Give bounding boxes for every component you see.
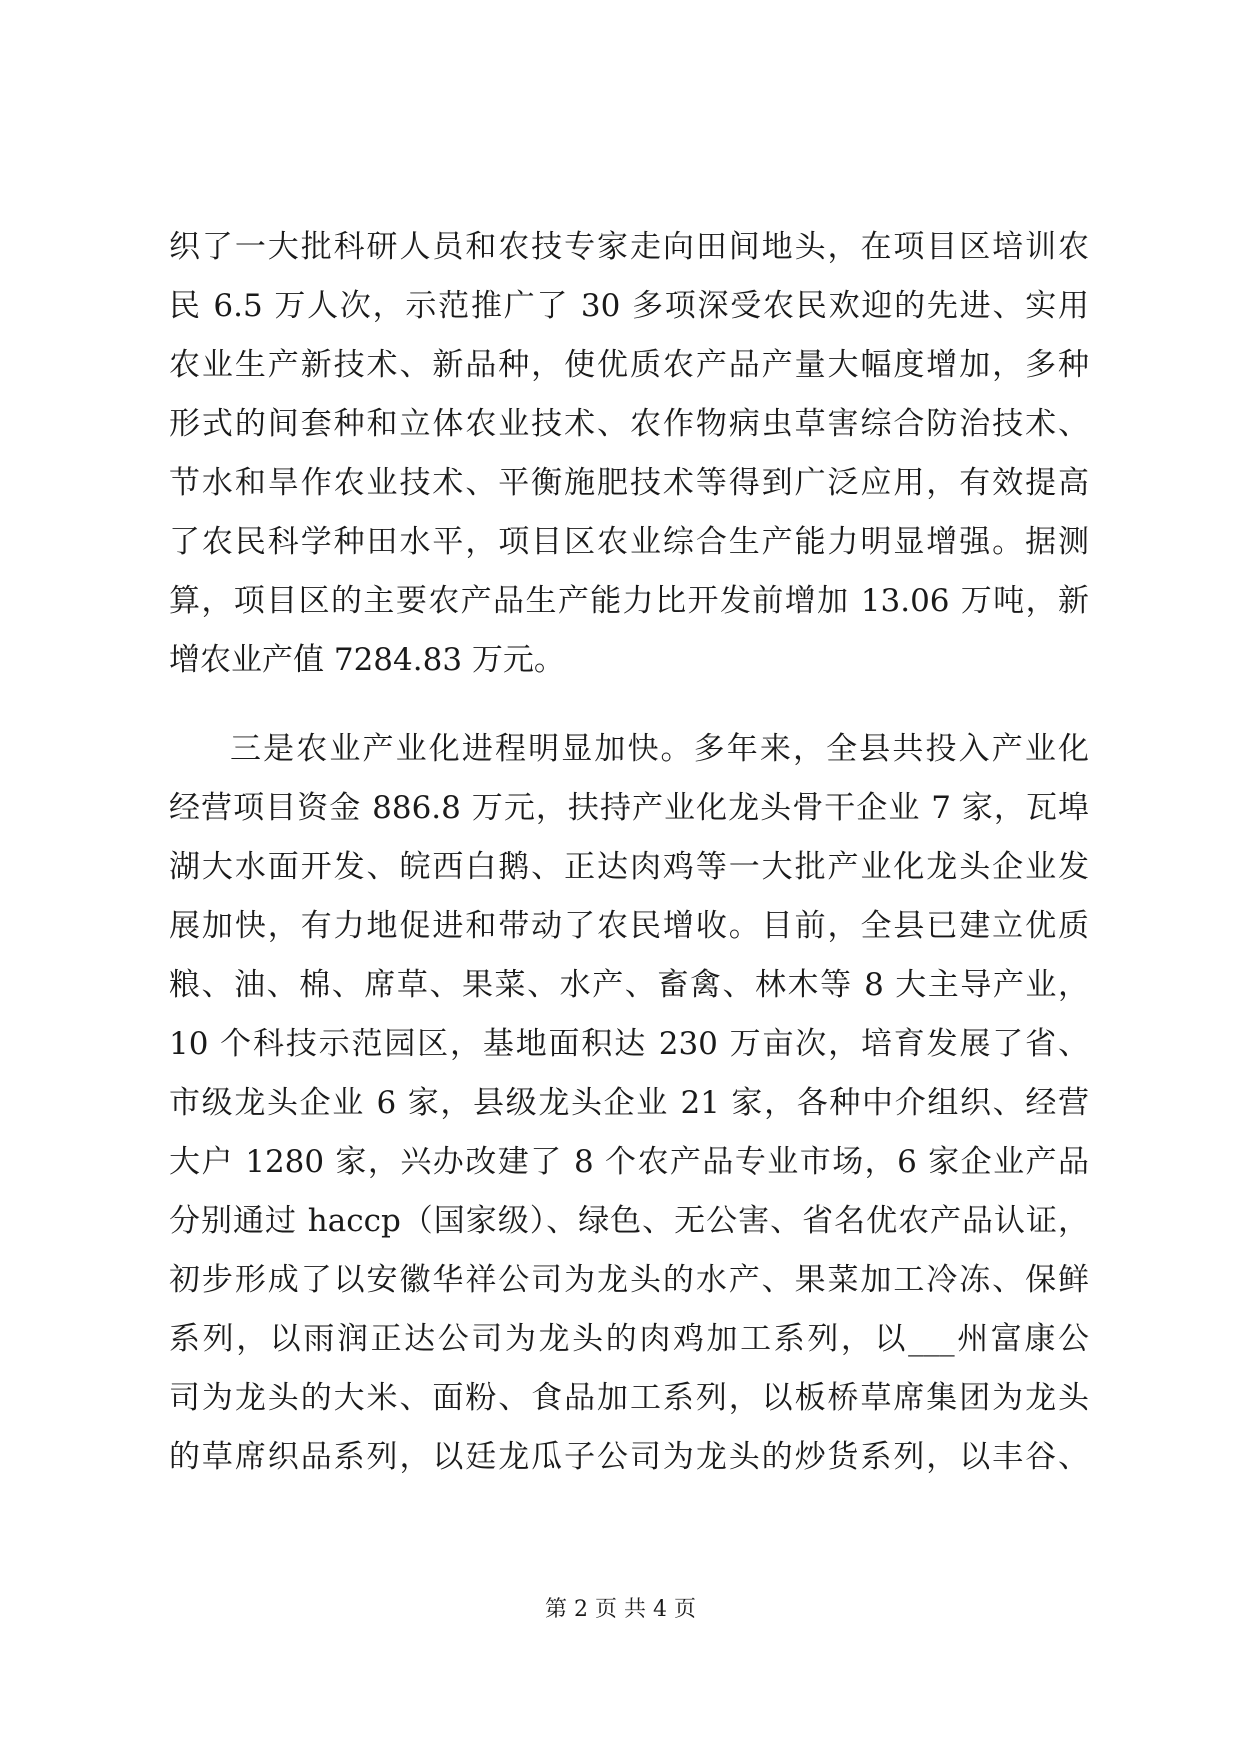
text-line: 展加快，有力地促进和带动了农民增收。目前，全县已建立优质 [169,908,1089,944]
text-line: 算，项目区的主要农产品生产能力比开发前增加 13.06 万吨，新 [169,583,1089,619]
text-line: 织了一大批科研人员和农技专家走向田间地头，在项目区培训农 [169,229,1089,265]
text-line: 经营项目资金 886.8 万元，扶持产业化龙头骨干企业 7 家，瓦埠 [169,790,1089,826]
text-line: 湖大水面开发、皖西白鹅、正达肉鸡等一大批产业化龙头企业发 [169,849,1089,885]
text-line: 民 6.5 万人次，示范推广了 30 多项深受农民欢迎的先进、实用 [169,288,1089,324]
text-line: 10 个科技示范园区，基地面积达 230 万亩次，培育发展了省、 [169,1026,1089,1062]
text-line: 形式的间套种和立体农业技术、农作物病虫草害综合防治技术、 [169,406,1089,442]
text-line: 粮、油、棉、席草、果菜、水产、畜禽、林木等 8 大主导产业， [169,967,1089,1003]
text-line: 初步形成了以安徽华祥公司为龙头的水产、果菜加工冷冻、保鲜 [169,1262,1089,1298]
text-line: 系列，以雨润正达公司为龙头的肉鸡加工系列，以___州富康公 [169,1321,1089,1357]
text-line: 大户 1280 家，兴办改建了 8 个农产品专业市场，6 家企业产品 [169,1144,1089,1180]
text-line: 司为龙头的大米、面粉、食品加工系列，以板桥草席集团为龙头 [169,1380,1089,1416]
page-number-footer: 第 2 页 共 4 页 [545,1597,696,1622]
text-line: 节水和旱作农业技术、平衡施肥技术等得到广泛应用，有效提高 [169,465,1089,501]
text-line: 农业生产新技术、新品种，使优质农产品产量大幅度增加，多种 [169,347,1089,383]
text-line: 的草席织品系列，以廷龙瓜子公司为龙头的炒货系列，以丰谷、 [169,1439,1089,1475]
text-line: 市级龙头企业 6 家，县级龙头企业 21 家，各种中介组织、经营 [169,1085,1089,1121]
text-line: 了农民科学种田水平，项目区农业综合生产能力明显增强。据测 [169,524,1089,560]
text-line: 分别通过 haccp（国家级）、绿色、无公害、省名优农产品认证， [169,1203,1089,1239]
paragraph-first-line: 三是农业产业化进程明显加快。多年来，全县共投入产业化 [230,731,1089,767]
text-line: 增农业产值 7284.83 万元。 [169,642,565,678]
